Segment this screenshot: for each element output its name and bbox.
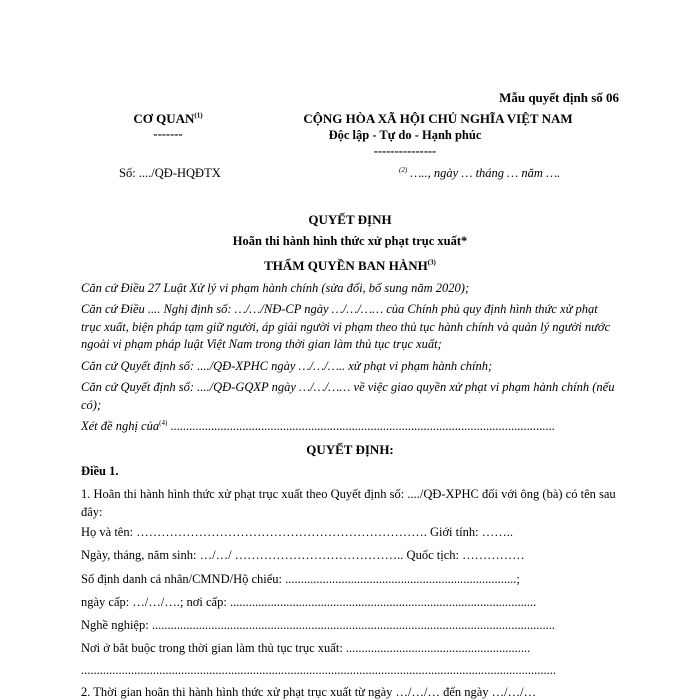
form-number-label: Mẫu quyết định số 06 — [499, 90, 619, 105]
proposal-fill: ........................................................................................................................... — [170, 419, 555, 433]
field-date-of-birth: Ngày, tháng, năm sinh: …/…/ ………………………………….. Quốc tịch: …………… — [81, 548, 525, 562]
document-number: Số: ..../QĐ-HQĐTX — [119, 166, 221, 180]
national-motto: Độc lập - Tự do - Hạnh phúc — [328, 128, 482, 142]
field-issue-date-place: ngày cấp: …/…/….; nơi cấp: .................................................................................................. — [81, 595, 537, 609]
issue-date — [399, 166, 560, 181]
article-1-heading: Điều 1. — [81, 464, 119, 478]
legal-basis-3: Căn cứ Quyết định số: ..../QĐ-XPHC ngày …/…/….. xử phạt vi phạm hành chính; — [81, 359, 493, 373]
decision-heading: QUYẾT ĐỊNH: — [306, 442, 394, 457]
agency-name — [108, 111, 228, 127]
article-1-item-2: 2. Thời gian hoãn thi hành hình thức xử phạt trục xuất từ ngày …/…/… đến ngày …/…/… — [81, 685, 537, 699]
motto-rule: --------------- — [373, 144, 437, 158]
legal-basis-1: Căn cứ Điều 27 Luật Xử lý vi phạm hành chính (sửa đổi, bổ sung năm 2020); — [81, 281, 470, 295]
legal-basis-4: Căn cứ Quyết định số: ..../QĐ-GQXP ngày …/…/…… về việc giao quyền xử phạt vi phạm hành chính (nếu có); — [81, 380, 615, 412]
document-title: QUYẾT ĐỊNH — [308, 212, 392, 227]
country-name: CỘNG HÒA XÃ HỘI CHỦ NGHĨA VIỆT NAM — [303, 111, 573, 126]
proposal-footnote-ref: (4) — [159, 419, 168, 427]
field-continuation: ........................................................................................................................................................ — [81, 663, 556, 677]
agency-text: CƠ QUAN — [133, 111, 195, 126]
article-1-item-1: 1. Hoãn thi hành hình thức xử phạt trục xuất theo Quyết định số: ..../QĐ-XPHC đối với ông (bà) có tên sau đây: — [81, 487, 616, 519]
field-id-number: Số định danh cá nhân/CMND/Hộ chiếu: ..........................................................................; — [81, 572, 520, 586]
issuing-authority — [0, 258, 700, 274]
agency-footnote-ref: (1) — [194, 111, 203, 120]
authority-footnote-ref: (3) — [427, 258, 436, 267]
field-occupation: Nghề nghiệp: ................................................................................................................................. — [81, 618, 555, 632]
field-full-name: Họ và tên: ……………………………………………………………. Giới tính: …….. — [81, 525, 513, 539]
document-subtitle: Hoãn thi hành hình thức xử phạt trục xuất* — [232, 234, 468, 248]
authority-text: THẨM QUYỀN BAN HÀNH — [264, 258, 428, 273]
field-mandatory-residence: Nơi ở bắt buộc trong thời gian làm thủ tục trục xuất: ........................................................... — [81, 641, 531, 655]
date-text: ….., ngày … tháng … năm …. — [410, 166, 561, 180]
proposal-label: Xét đề nghị của — [81, 419, 160, 433]
legal-basis-2: Căn cứ Điều .... Nghị định số: …/…/NĐ-CP ngày …/…/…… của Chính phủ quy định hình thức xử phạt trục xuất, biện pháp tạm giữ người, áp giải người vi phạm theo thủ tục hành chính và quản lý người nước ngoài vi phạm pháp luật Việt Nam trong thời gian làm thủ tục trục xuất; — [81, 302, 611, 351]
agency-rule: ------- — [153, 127, 183, 141]
date-footnote-ref: (2) — [399, 165, 408, 174]
proposal-line — [81, 419, 617, 434]
